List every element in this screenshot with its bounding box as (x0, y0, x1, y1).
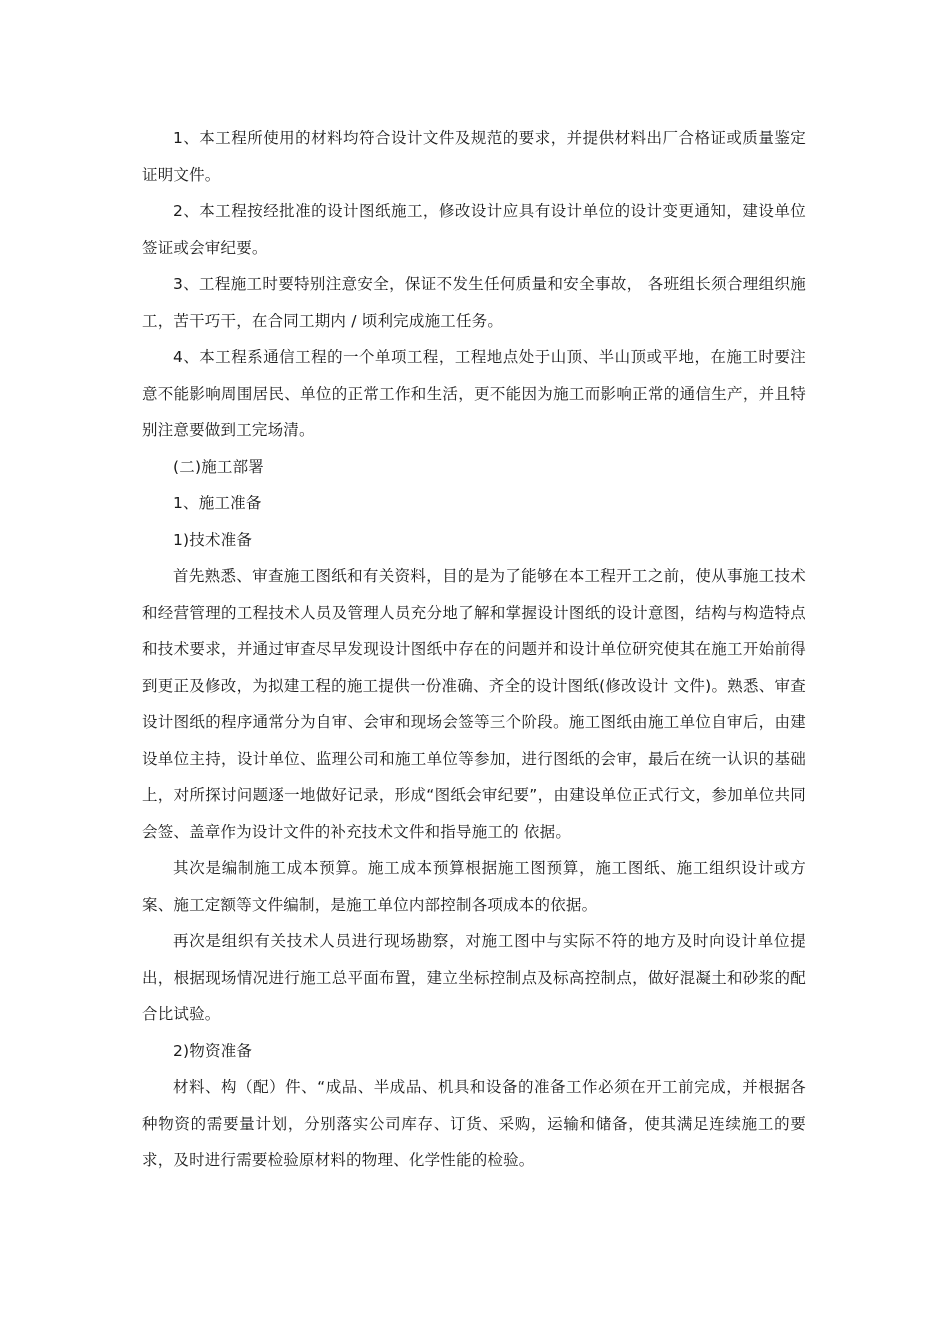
subsection-heading-technical: 1)技术准备 (173, 530, 253, 549)
document-body (142, 120, 806, 1179)
section-heading-deployment: (二)施工部署 (173, 457, 264, 476)
paragraph-site-conditions: 4、本工程系通信工程的一个单项工程，工程地点处于山顶、半山顶或平地，在施工时要注意不能影响周围居民、单位的正常工作和生活，更不能因为施工而影响正常的通信生产，并且特别注意要做到工完场清。 (142, 348, 806, 439)
paragraph-drawing-review: 首先熟悉、审查施工图纸和有关资料，目的是为了能够在本工程开工之前，使从事施工技术和经营管理的工程技术人员及管理人员充分地了解和掌握设计图纸的设计意图，结构与构造特点和技术要求，并通过审查尽早发现设计图纸中存在的问题并和设计单位研究使其在施工开始前得到更正及修改，为拟建工程的施工提供一份准确、齐全的设计图纸(修改设计 文件)。熟悉、审查设计图纸的程序通常分为自审、会审和现场会签等三个阶段。施工图纸由施工单位自审后，由建设单位主持，设计单位、监理公司和施工单位等参加，进行图纸的会审，最后在统一认识的基础上，对所探讨问题逐一地做好记录，形成“图纸会审纪要”，由建设单位正式行文，参加单位共同会签、盖章作为设计文件的补充技术文件和指导施工的 依据。 (142, 567, 806, 841)
paragraph-approved-drawings: 2、本工程按经批准的设计图纸施工，修改设计应具有设计单位的设计变更通知，建设单位签证或会审纪要。 (142, 202, 806, 257)
subsection-heading-materials: 2)物资准备 (173, 1041, 253, 1060)
paragraph-material-preparation: 材料、构（配）件、“成品、半成品、机具和设备的准备工作必须在开工前完成，并根据各种物资的需要量计划，分别落实公司库存、订货、采购，运输和储备，使其满足连续施工的要求，及时进行需要检验原材料的物理、化学性能的检验。 (142, 1078, 806, 1169)
paragraph-site-survey: 再次是组织有关技术人员进行现场勘察，对施工图中与实际不符的地方及时向设计单位提出，根据现场情况进行施工总平面布置，建立坐标控制点及标高控制点，做好混凝土和砂浆的配合比试验。 (142, 932, 806, 1023)
paragraph-safety: 3、工程施工时要特别注意安全，保证不发生任何质量和安全事故， 各班组长须合理组织施工，苦干巧干，在合同工期内 / 顷利完成施工任务。 (142, 275, 806, 330)
paragraph-cost-budget: 其次是编制施工成本预算。施工成本预算根据施工图预算，施工图纸、施工组织设计或方案、施工定额等文件编制，是施工单位内部控制各项成本的依据。 (142, 859, 806, 914)
subsection-heading-preparation: 1、施工准备 (173, 494, 262, 512)
paragraph-material-requirements: 1、本工程所使用的材料均符合设计文件及规范的要求，并提供材料出厂合格证或质量鉴定证明文件。 (142, 129, 806, 184)
